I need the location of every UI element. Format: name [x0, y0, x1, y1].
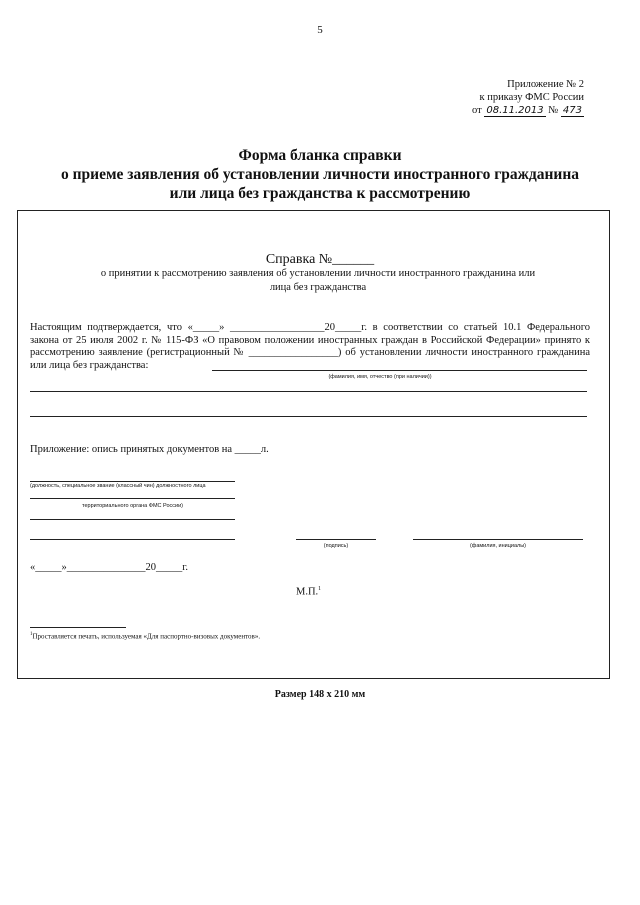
attachment-line: Приложение: опись принятых документов на _____л. — [30, 444, 269, 455]
blank-line-2 — [30, 416, 587, 417]
footnote-separator — [30, 627, 126, 628]
appendix-line-1: Приложение № 2 — [507, 79, 584, 90]
size-note: Размер 148 х 210 мм — [274, 689, 366, 700]
appendix-block — [472, 78, 584, 117]
handwritten-date: 08.11.2013 — [486, 105, 544, 116]
certificate-body — [30, 322, 590, 372]
form-title-line-2: о приеме заявления об установлении личности иностранного гражданина — [61, 166, 579, 183]
name-caption: (фамилия, имя, отчество (при наличии)) — [328, 374, 432, 380]
form-title — [40, 146, 600, 203]
blank-line-1 — [30, 391, 587, 392]
footnote — [30, 632, 260, 640]
appendix-line-2: к приказу ФМС России — [479, 92, 584, 103]
certificate-subtitle-line-2: лица без гражданства — [269, 282, 367, 293]
surname-line — [413, 539, 583, 540]
body-paragraph: Настоящим подтверждается, что «_____» __________________20_____г. в соответствии со статьей 10.1 Федерального закона от 25 июля 2002 г. № 115-ФЗ «О правовом положении иностранных граждан в Российской Федерации» принято к рассмотрению заявление (регистрационный № _________________) об установлении личности иностранного гражданина или лица без гражданства: — [30, 322, 590, 371]
position-caption: (должность, специальное звание (классный чин) должностного лица — [30, 483, 206, 489]
page-number: 5 — [317, 24, 323, 36]
extra-line — [30, 519, 235, 520]
form-title-line-3: или лица без гражданства к рассмотрению — [169, 185, 471, 202]
certificate-subtitle — [56, 267, 580, 295]
certificate-title: Справка №______ — [265, 252, 375, 267]
form-title-line-1: Форма бланка справки — [238, 147, 402, 164]
stamp-footnote-mark: 1 — [318, 586, 322, 592]
stamp-label: М.П. — [296, 586, 319, 598]
position-line-2 — [30, 539, 235, 540]
number-sign: № — [548, 105, 559, 116]
handwritten-number: 473 — [562, 105, 582, 116]
footnote-mark: 1 — [30, 632, 33, 637]
footnote-text: Проставляется печать, используемая «Для паспортно-визовых документов». — [32, 632, 261, 641]
date-line: «_____»_______________20_____г. — [30, 562, 188, 573]
certificate-subtitle-line-1: о принятии к рассмотрению заявления об установлении личности иностранного гражданина или — [100, 268, 536, 279]
name-line — [212, 370, 587, 371]
signature-caption: (подпись) — [323, 543, 349, 549]
stamp-place — [296, 586, 321, 598]
surname-caption: (фамилия, инициалы) — [469, 543, 527, 549]
appendix-from-label: от — [472, 105, 482, 116]
organ-line — [30, 498, 235, 499]
position-line — [30, 481, 235, 482]
signature-line — [296, 539, 376, 540]
appendix-line-3 — [472, 104, 584, 117]
organ-caption: территориального органа ФМС России) — [82, 503, 183, 509]
